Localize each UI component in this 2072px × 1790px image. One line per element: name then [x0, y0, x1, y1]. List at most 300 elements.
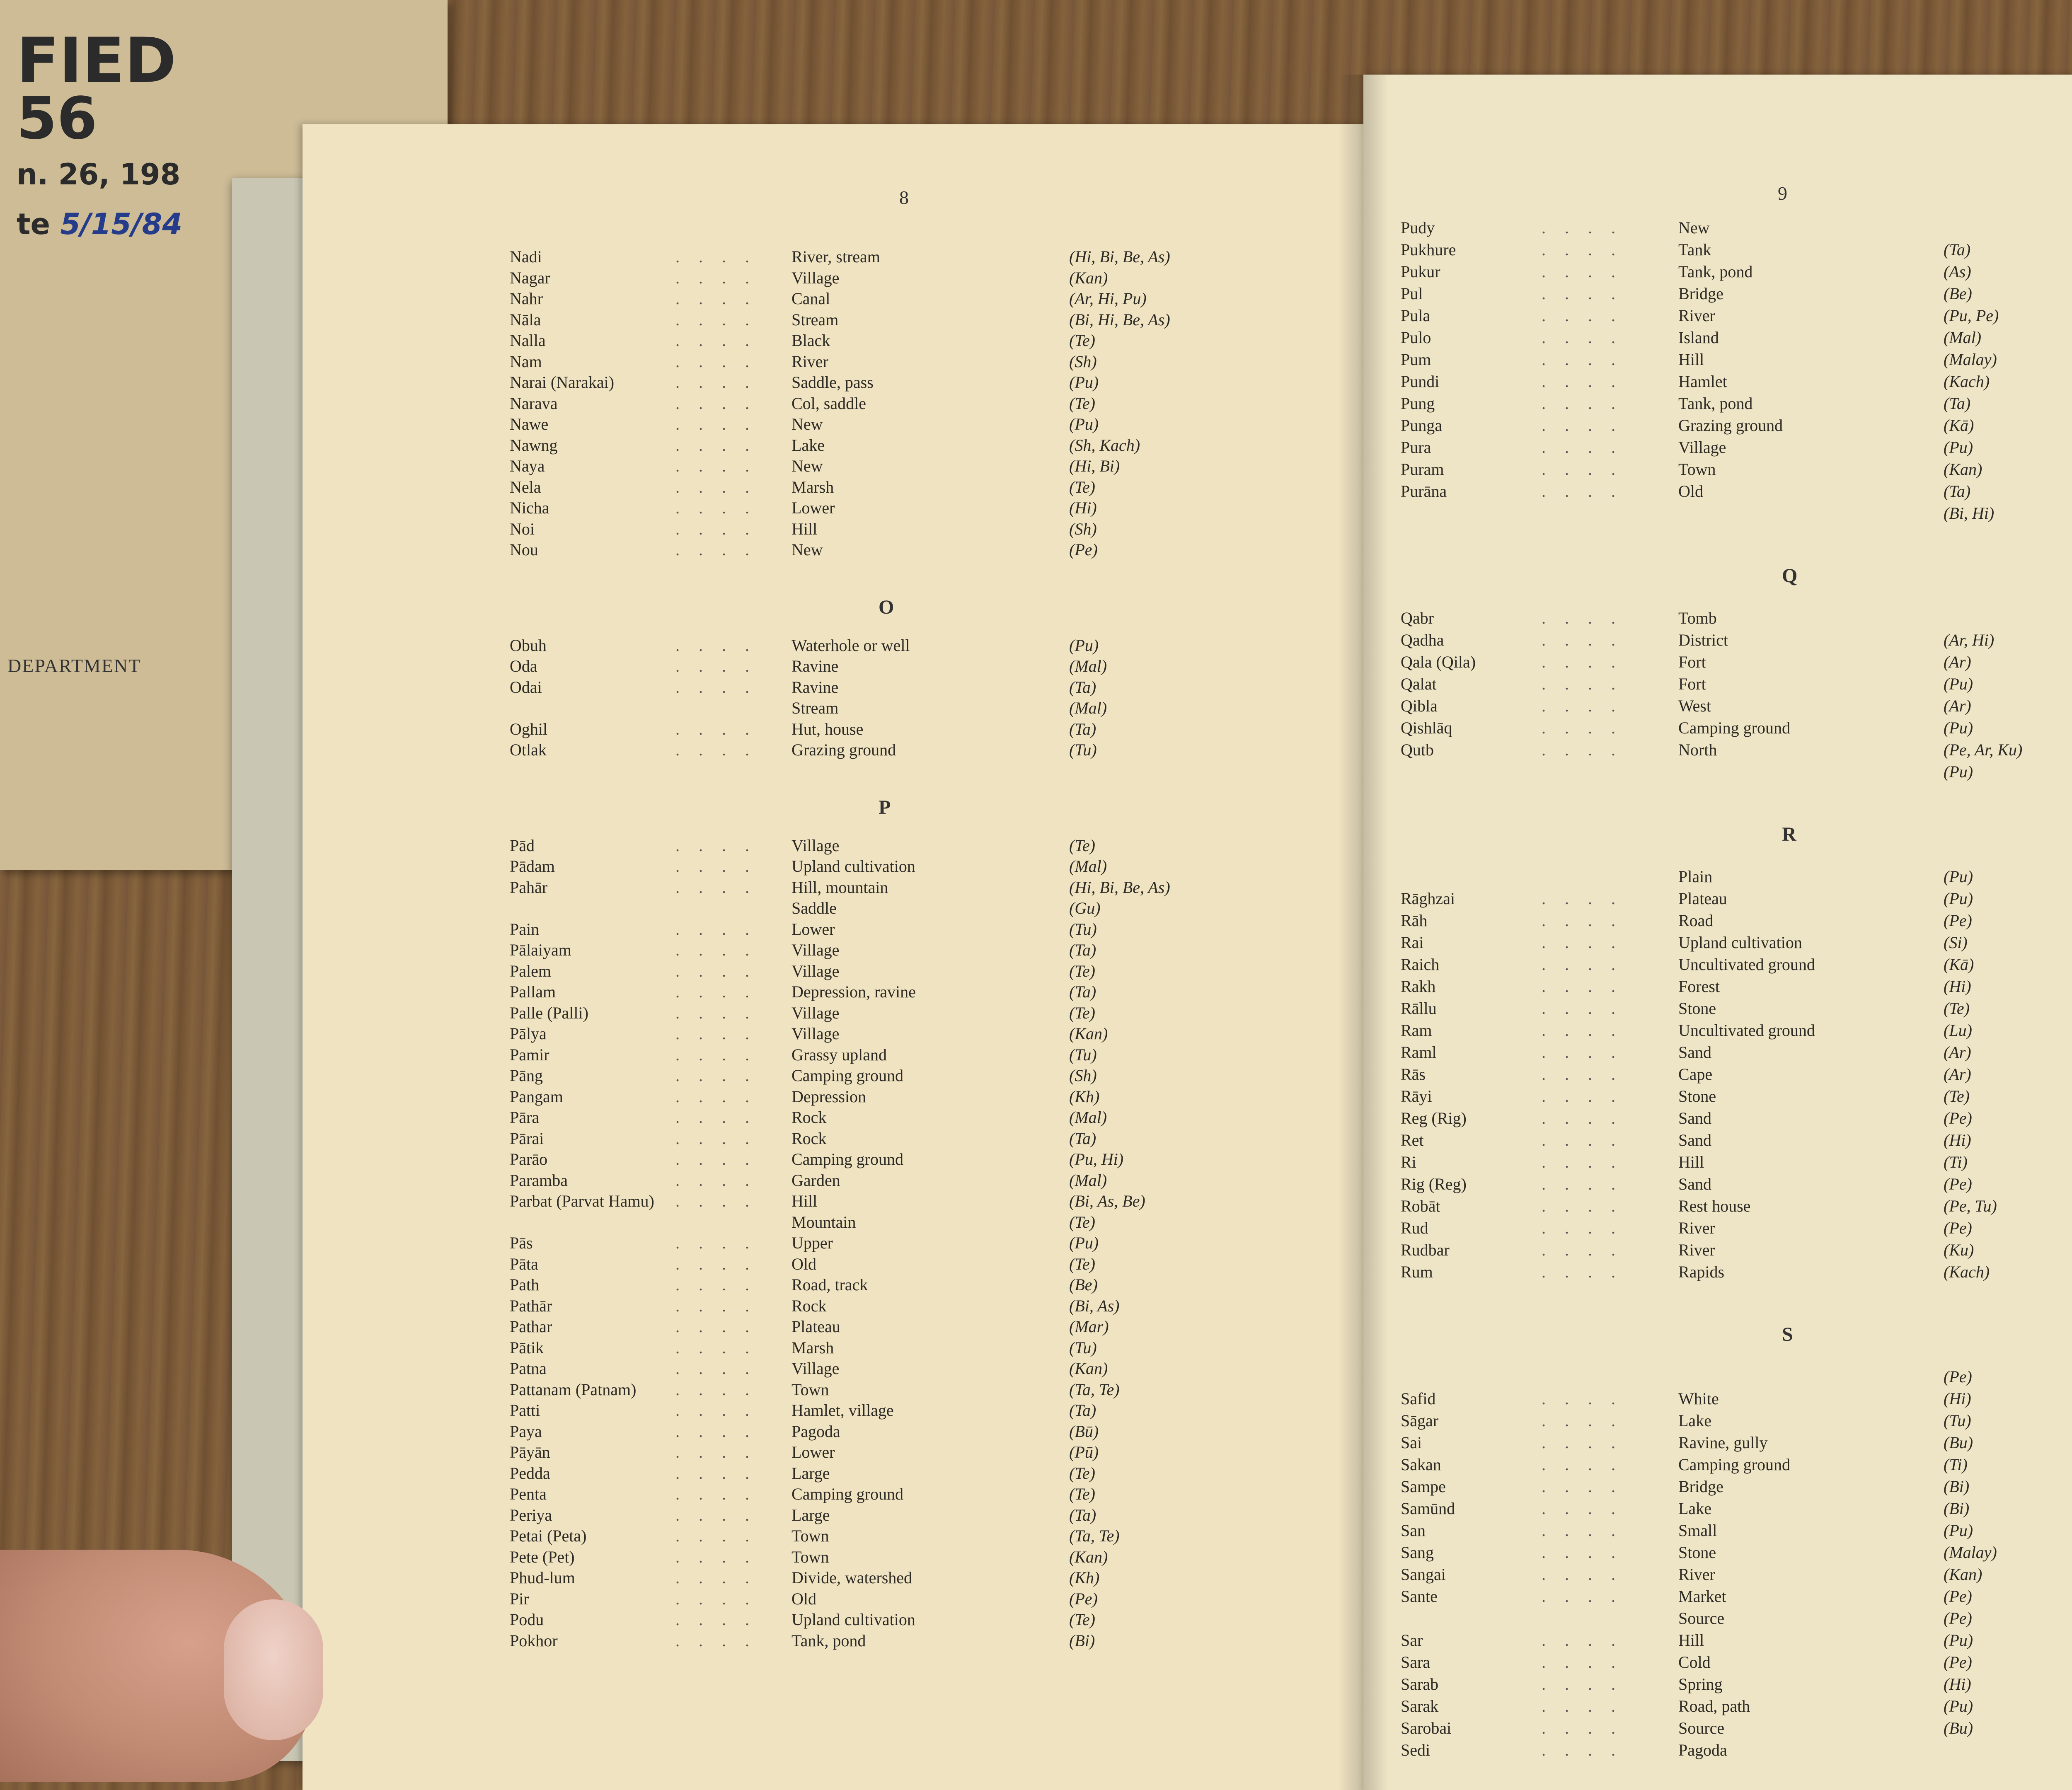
entry-word: Pathār — [510, 1296, 552, 1315]
leader-dots: . . . . — [1542, 482, 1623, 501]
section-heading: S — [1782, 1323, 1793, 1345]
entry-word: Qadha — [1401, 631, 1444, 649]
entry-language: (Pu) — [1944, 762, 1973, 781]
entry-word: Oda — [510, 657, 537, 675]
leader-dots: . . . . — [1542, 460, 1623, 479]
department-label: DEPARTMENT — [7, 655, 141, 676]
entry-word: Pura — [1401, 438, 1431, 457]
dictionary-entry — [1401, 1176, 2072, 1195]
entry-word: Qibla — [1401, 697, 1438, 715]
entry-meaning: River — [1678, 1241, 1715, 1259]
leader-dots: . . . . — [1542, 240, 1623, 259]
entry-word: Rud — [1401, 1219, 1428, 1237]
entry-word: Rāyi — [1401, 1087, 1432, 1105]
entry-meaning: River, stream — [792, 247, 880, 266]
entry-word: Sedi — [1401, 1741, 1431, 1759]
entry-meaning: Stream — [792, 699, 839, 717]
leader-dots: . . . . — [1542, 1263, 1623, 1281]
leader-dots: . . . . — [1542, 1631, 1623, 1650]
entry-language: (Mal) — [1069, 1171, 1107, 1190]
entry-word: Parbat (Parvat Hamu) — [510, 1192, 654, 1210]
entry-word: Sang — [1401, 1543, 1434, 1562]
entry-word: Pathar — [510, 1317, 552, 1336]
entry-meaning: Town — [1678, 460, 1716, 479]
leader-dots: . . . . — [675, 415, 757, 433]
dictionary-entry — [510, 437, 1268, 456]
entry-word: Nahr — [510, 289, 543, 308]
entry-language: (Ar) — [1944, 653, 1971, 671]
dictionary-entry — [510, 395, 1268, 414]
entry-meaning: Large — [792, 1505, 830, 1524]
entry-language: (Tu) — [1069, 740, 1097, 759]
entry-language: (Pu) — [1069, 415, 1099, 433]
entry-meaning: Pagoda — [1678, 1741, 1727, 1759]
entry-meaning: Large — [792, 1463, 830, 1483]
entry-word: Periya — [510, 1505, 552, 1524]
dictionary-entry — [510, 679, 1268, 698]
entry-language: (As) — [1944, 262, 1971, 281]
leader-dots: . . . . — [1542, 977, 1623, 996]
entry-meaning: Forest — [1678, 977, 1720, 996]
entry-meaning: Camping ground — [1678, 1455, 1790, 1474]
entry-language: (Hi) — [1944, 977, 1971, 996]
dictionary-entry — [1401, 1610, 2072, 1629]
leader-dots: . . . . — [675, 1108, 757, 1127]
entry-word: Pum — [1401, 350, 1431, 369]
dictionary-entry — [510, 312, 1268, 331]
dictionary-entry — [510, 1318, 1268, 1338]
leader-dots: . . . . — [675, 435, 757, 455]
entry-meaning: Marsh — [792, 1338, 834, 1357]
entry-meaning: Fort — [1678, 653, 1706, 671]
entry-word: Noi — [510, 519, 535, 538]
entry-meaning: Tank — [1678, 240, 1711, 259]
entry-language: (Sh) — [1069, 1066, 1097, 1085]
entry-language: (Sh) — [1069, 519, 1097, 538]
entry-language: (Hi, Bi, Be, As) — [1069, 878, 1170, 897]
dictionary-entry — [510, 374, 1268, 393]
entry-language: (Kach) — [1944, 1263, 1990, 1281]
dictionary-entry — [510, 1109, 1268, 1128]
dictionary-entry — [1401, 1132, 2072, 1151]
entry-language: (Ta) — [1944, 394, 1971, 413]
leader-dots: . . . . — [1542, 438, 1623, 457]
dictionary-entry — [1401, 264, 2072, 283]
entry-language: (Te) — [1069, 394, 1095, 413]
entry-meaning: Marsh — [792, 477, 834, 496]
entry-language: (Kan) — [1944, 1565, 1982, 1584]
dictionary-entry — [1401, 1198, 2072, 1217]
leader-dots: . . . . — [675, 519, 757, 538]
leader-dots: . . . . — [675, 1505, 757, 1524]
entry-meaning: Uncultivated ground — [1678, 955, 1815, 974]
entry-word: Path — [510, 1275, 540, 1294]
dictionary-entry — [1401, 1220, 2072, 1239]
leader-dots: . . . . — [1542, 306, 1623, 325]
leader-dots: . . . . — [1542, 1087, 1623, 1105]
entry-language: (Ar, Hi) — [1944, 631, 1995, 649]
leader-dots: . . . . — [1542, 1675, 1623, 1693]
dictionary-entry — [510, 1193, 1268, 1212]
handwritten-date: 5/15/84 — [60, 207, 182, 241]
entry-meaning: Village — [792, 1024, 840, 1043]
leader-dots: . . . . — [675, 1547, 757, 1566]
dictionary-entry — [1401, 1566, 2072, 1585]
entry-meaning: New — [792, 457, 823, 475]
entry-language: (Te) — [1069, 836, 1095, 855]
entry-word: Pedda — [510, 1463, 550, 1483]
entry-meaning: Hill — [1678, 1631, 1704, 1650]
entry-language: (Te) — [1069, 961, 1095, 980]
dictionary-entry — [510, 1151, 1268, 1170]
entry-meaning: Grazing ground — [1678, 416, 1783, 435]
dictionary-entry — [510, 1591, 1268, 1610]
entry-language: (Bi, As) — [1069, 1296, 1120, 1315]
entry-word: Pattanam (Patnam) — [510, 1380, 637, 1399]
entry-language: (Bu) — [1944, 1719, 1973, 1737]
entry-language: (Mal) — [1069, 699, 1107, 717]
entry-meaning: Bridge — [1678, 1477, 1723, 1496]
entry-word: Naya — [510, 457, 545, 475]
entry-word: Odai — [510, 677, 542, 697]
entry-word: Qutb — [1401, 740, 1434, 759]
dictionary-entry — [510, 521, 1268, 540]
leader-dots: . . . . — [675, 657, 757, 675]
leader-dots: . . . . — [1542, 1565, 1623, 1584]
entry-meaning: District — [1678, 631, 1728, 649]
entry-word: Palle (Palli) — [510, 1003, 588, 1022]
leader-dots: . . . . — [675, 919, 757, 939]
dictionary-entry — [1401, 868, 2072, 888]
entry-language: (Pe) — [1069, 540, 1098, 559]
entry-word: Ret — [1401, 1131, 1424, 1149]
entry-meaning: River — [1678, 1219, 1715, 1237]
dictionary-entry — [1401, 1456, 2072, 1476]
entry-word: Paramba — [510, 1171, 568, 1190]
right-page — [1363, 75, 2072, 1790]
thumbnail-nail — [224, 1599, 323, 1740]
entry-meaning: Old — [792, 1589, 816, 1608]
entry-word: Pāta — [510, 1254, 538, 1273]
dictionary-entry — [1401, 1698, 2072, 1717]
entry-meaning: Tomb — [1678, 609, 1717, 627]
left-page — [303, 124, 1363, 1790]
entry-meaning: Village — [792, 1003, 840, 1022]
section-heading: Q — [1782, 565, 1798, 587]
entry-word: Ram — [1401, 1021, 1432, 1040]
dictionary-entry — [510, 458, 1268, 477]
entry-meaning: Old — [792, 1254, 816, 1273]
entry-word: Pete (Pet) — [510, 1547, 575, 1566]
entry-language: (Kach) — [1944, 372, 1990, 391]
dictionary-entry — [1401, 610, 2072, 629]
leader-dots: . . . . — [1542, 1741, 1623, 1759]
entry-language: (Bu) — [1944, 1433, 1973, 1452]
entry-meaning: Depression, ravine — [792, 982, 916, 1001]
book-gutter — [1339, 75, 1388, 1790]
dictionary-entry — [1401, 934, 2072, 953]
dictionary-entry — [1401, 1066, 2072, 1085]
entry-language: (Tu) — [1069, 1338, 1097, 1357]
page-number-right: 9 — [1778, 183, 1787, 204]
entry-language: (Mal) — [1944, 328, 1982, 347]
entry-word: Obuh — [510, 636, 547, 655]
dictionary-entry — [510, 1611, 1268, 1630]
entry-meaning: Rock — [792, 1296, 827, 1315]
entry-word: Pokhor — [510, 1631, 558, 1650]
stamp-line-3: n. 26, 198 — [17, 157, 181, 191]
entry-language: (Kan) — [1944, 460, 1982, 479]
entry-meaning: Rock — [792, 1129, 827, 1148]
leader-dots: . . . . — [1542, 1719, 1623, 1737]
entry-language: (Hi, Bi, Be, As) — [1069, 247, 1170, 266]
entry-meaning: Uncultivated ground — [1678, 1021, 1815, 1040]
entry-meaning: Hamlet, village — [792, 1401, 894, 1420]
entry-word: Reg (Rig) — [1401, 1109, 1467, 1127]
entry-language: (Kh) — [1069, 1568, 1100, 1587]
entry-language: (Pu) — [1069, 636, 1099, 655]
entry-word: Pātik — [510, 1338, 544, 1357]
entry-language: (Bū) — [1069, 1422, 1099, 1441]
leader-dots: . . . . — [675, 961, 757, 980]
leader-dots: . . . . — [675, 719, 757, 738]
entry-meaning: Village — [792, 836, 840, 855]
entry-word: Pālya — [510, 1024, 547, 1043]
dictionary-entry — [510, 1486, 1268, 1505]
entry-word: Nāla — [510, 310, 541, 329]
entry-meaning: Town — [792, 1380, 829, 1399]
entry-language: (Mar) — [1069, 1317, 1109, 1336]
entry-meaning: Garden — [792, 1171, 840, 1190]
entry-language: (Sh) — [1069, 352, 1097, 371]
leader-dots: . . . . — [675, 1192, 757, 1210]
entry-meaning: Camping ground — [792, 1150, 903, 1168]
entry-meaning: Plateau — [1678, 889, 1727, 908]
entry-meaning: Depression — [792, 1087, 866, 1106]
entry-word: Pundi — [1401, 372, 1440, 391]
dictionary-entry — [1401, 1500, 2072, 1519]
entry-meaning: Hill — [792, 519, 818, 538]
entry-word: Patna — [510, 1359, 547, 1378]
entry-language: (Pu) — [1944, 1631, 1973, 1650]
leader-dots: . . . . — [675, 289, 757, 308]
leader-dots: . . . . — [675, 540, 757, 559]
leader-dots: . . . . — [675, 1024, 757, 1043]
entry-word: Nawe — [510, 415, 549, 433]
entry-meaning: Ravine, gully — [1678, 1433, 1768, 1452]
entry-meaning: Rapids — [1678, 1263, 1725, 1281]
entry-language: (Mal) — [1069, 657, 1107, 675]
leader-dots: . . . . — [1542, 1109, 1623, 1127]
leader-dots: . . . . — [1542, 1389, 1623, 1408]
dictionary-entry — [510, 700, 1268, 719]
leader-dots: . . . . — [1542, 955, 1623, 974]
entry-word: Patti — [510, 1401, 540, 1420]
entry-meaning: Lower — [792, 498, 835, 517]
entry-word: Samūnd — [1401, 1499, 1455, 1518]
entry-language: (Be) — [1944, 284, 1972, 303]
entry-language: (Hi) — [1944, 1131, 1971, 1149]
entry-meaning: Tank, pond — [1678, 262, 1753, 281]
stamp-line-4 — [17, 207, 182, 241]
entry-meaning: New — [792, 540, 823, 559]
entry-meaning: Upper — [792, 1234, 833, 1252]
leader-dots: . . . . — [1542, 1153, 1623, 1171]
entry-language: (Be) — [1069, 1275, 1098, 1294]
dictionary-entry — [510, 742, 1268, 761]
dictionary-entry — [510, 1528, 1268, 1547]
section-heading: O — [879, 596, 894, 618]
dictionary-entry — [510, 1172, 1268, 1191]
entry-meaning: Fort — [1678, 675, 1706, 693]
dictionary-entry — [510, 1381, 1268, 1401]
entry-word: Rig (Reg) — [1401, 1175, 1467, 1193]
leader-dots: . . . . — [1542, 911, 1623, 930]
entry-word: Pāra — [510, 1108, 540, 1127]
entry-language: (Ta) — [1069, 1401, 1097, 1420]
entry-word: Sangai — [1401, 1565, 1446, 1584]
dictionary-entry — [1401, 1088, 2072, 1107]
leader-dots: . . . . — [675, 268, 757, 287]
entry-language: (Te) — [1069, 1003, 1095, 1022]
dictionary-entry — [1401, 1242, 2072, 1261]
leader-dots: . . . . — [1542, 394, 1623, 413]
entry-language: (Kā) — [1944, 955, 1974, 974]
entry-language: (Mal) — [1069, 1108, 1107, 1127]
dictionary-entry — [1401, 1434, 2072, 1454]
dictionary-entry — [1401, 1654, 2072, 1673]
dictionary-entry — [510, 984, 1268, 1003]
entry-language: (Ta) — [1069, 719, 1097, 738]
dictionary-entry — [510, 353, 1268, 373]
entry-word: Pukhure — [1401, 240, 1456, 259]
leader-dots: . . . . — [675, 1610, 757, 1629]
entry-meaning: Upland cultivation — [792, 857, 915, 876]
entry-meaning: Sand — [1678, 1175, 1711, 1193]
entry-meaning: Lake — [1678, 1499, 1711, 1518]
entry-language: (Hi, Bi) — [1069, 457, 1120, 475]
entry-word: Qabr — [1401, 609, 1434, 627]
dictionary-entry — [1401, 1742, 2072, 1761]
entry-language: (Te) — [1069, 331, 1095, 350]
entry-language: (Pe, Ar, Ku) — [1944, 740, 2023, 759]
entry-word: Nalla — [510, 331, 546, 350]
leader-dots: . . . . — [1542, 1455, 1623, 1474]
entry-language: (Gu) — [1069, 899, 1101, 917]
leader-dots: . . . . — [1542, 1411, 1623, 1430]
leader-dots: . . . . — [675, 331, 757, 350]
entry-language: (Pū) — [1069, 1443, 1099, 1461]
entry-language: (Mal) — [1069, 857, 1107, 876]
entry-word: Pir — [510, 1589, 529, 1608]
entry-meaning: Stone — [1678, 1543, 1716, 1562]
entry-word: Pālaiyam — [510, 941, 571, 959]
leader-dots: . . . . — [1542, 350, 1623, 369]
dictionary-entry — [510, 1633, 1268, 1652]
entry-meaning: Sand — [1678, 1109, 1711, 1127]
entry-word: Sarak — [1401, 1697, 1439, 1715]
leader-dots: . . . . — [1542, 1653, 1623, 1671]
dictionary-entry — [510, 1507, 1268, 1526]
dictionary-entry — [1401, 1413, 2072, 1432]
entry-meaning: Black — [792, 331, 830, 350]
entry-language: (Pu) — [1944, 1521, 1973, 1540]
entry-meaning: Cold — [1678, 1653, 1711, 1671]
entry-language: (Ta) — [1944, 240, 1971, 259]
entry-word: Pula — [1401, 306, 1431, 325]
entry-language: (Lu) — [1944, 1021, 1972, 1040]
entry-word: Punga — [1401, 416, 1442, 435]
entry-language: (Ta) — [1069, 1129, 1097, 1148]
entry-word: Pāng — [510, 1066, 543, 1085]
entry-meaning: Hill — [1678, 1153, 1704, 1171]
entry-meaning: Hill — [792, 1192, 818, 1210]
entry-meaning: Village — [1678, 438, 1726, 457]
leader-dots: . . . . — [675, 1066, 757, 1085]
entry-meaning: Cape — [1678, 1065, 1713, 1084]
leader-dots: . . . . — [1542, 1521, 1623, 1540]
entry-word: Pallam — [510, 982, 556, 1001]
dictionary-entry — [510, 500, 1268, 519]
leader-dots: . . . . — [675, 1485, 757, 1503]
entry-language: (Kā) — [1944, 416, 1974, 435]
entry-word: Nadi — [510, 247, 542, 266]
entry-meaning: Camping ground — [792, 1066, 903, 1085]
entry-language: (Te) — [1069, 1254, 1095, 1273]
entry-meaning: Hill, mountain — [792, 878, 888, 897]
entry-meaning: Town — [792, 1526, 829, 1545]
dictionary-entry — [1401, 1522, 2072, 1541]
entry-language: (Pu, Hi) — [1069, 1150, 1124, 1168]
entry-meaning: River — [1678, 1565, 1715, 1584]
entry-language: (Ta) — [1069, 941, 1097, 959]
entry-meaning: Road — [1678, 911, 1714, 930]
entry-word: Rāh — [1401, 911, 1428, 930]
entry-language: (Pu) — [1944, 867, 1973, 886]
entry-meaning: North — [1678, 740, 1717, 759]
dictionary-entry — [510, 1026, 1268, 1045]
dictionary-entry — [510, 1402, 1268, 1421]
entry-word: Qala (Qila) — [1401, 653, 1476, 671]
entry-meaning: River — [1678, 306, 1715, 325]
leader-dots: . . . . — [675, 1254, 757, 1273]
entry-word: Pul — [1401, 284, 1423, 303]
dictionary-entry — [1401, 395, 2072, 414]
entry-word: Paya — [510, 1422, 542, 1441]
entry-meaning: Saddle — [792, 899, 837, 917]
leader-dots: . . . . — [1542, 1131, 1623, 1149]
leader-dots: . . . . — [1542, 1241, 1623, 1259]
entry-word: Sampe — [1401, 1477, 1446, 1496]
leader-dots: . . . . — [675, 477, 757, 496]
dictionary-entry — [510, 1005, 1268, 1024]
leader-dots: . . . . — [1542, 697, 1623, 715]
leader-dots: . . . . — [1542, 718, 1623, 737]
dictionary-entry — [1401, 978, 2072, 997]
entry-language: (Te) — [1069, 1610, 1095, 1629]
entry-language: (Kan) — [1069, 268, 1108, 287]
dictionary-entry — [1401, 1588, 2072, 1607]
entry-word: Purāna — [1401, 482, 1447, 501]
dictionary-entry — [510, 1360, 1268, 1379]
entry-language: (Si) — [1944, 933, 1968, 952]
entry-language: (Pu) — [1944, 889, 1973, 908]
entry-language: (Hi) — [1944, 1675, 1971, 1693]
entry-word: Penta — [510, 1485, 547, 1503]
entry-meaning: Ravine — [792, 677, 839, 697]
entry-word: Nagar — [510, 268, 550, 287]
stamp-line-2: 56 — [17, 85, 97, 152]
